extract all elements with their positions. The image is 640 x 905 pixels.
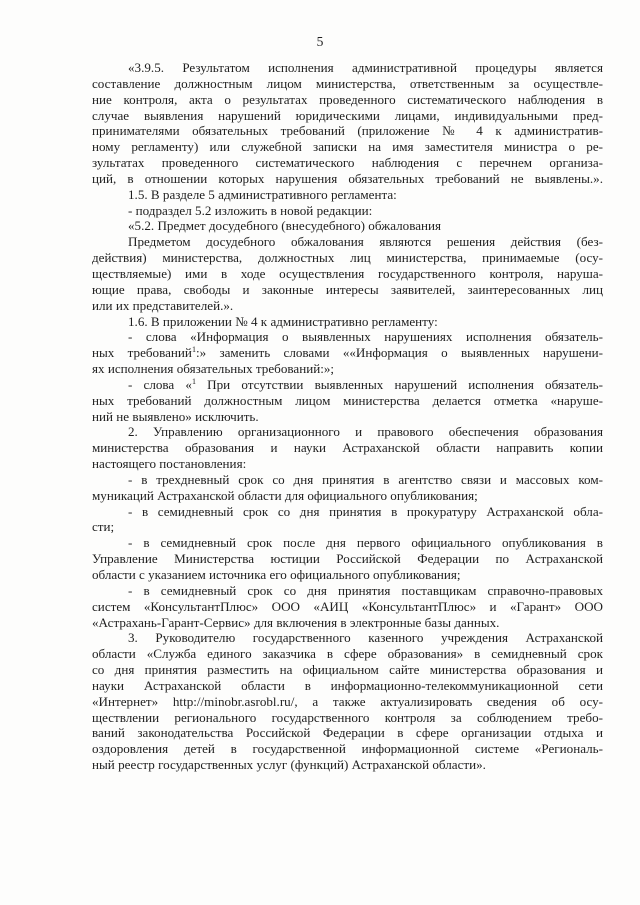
text-line: области с указанием источника его официального опубликования;: [92, 567, 461, 582]
paragraph: [92, 203, 603, 219]
paragraph: [92, 234, 603, 313]
text-line: действия) министерства, должностных лиц министерства, принимаемые (осу-: [92, 250, 603, 266]
text-run: ных требований: [92, 345, 192, 361]
paragraph: [92, 314, 603, 330]
paragraph: [92, 60, 603, 187]
paragraph: [92, 504, 603, 536]
page-number: 5: [316, 34, 324, 49]
text-line: - в семидневный срок после дня первого официального опубликования в: [128, 535, 603, 551]
text-line: принимателями обязательных требований (приложение № 4 к административ-: [92, 123, 603, 139]
text-line: со дня принятия разместить на официальном сайте министерства образования и: [92, 662, 603, 678]
text-line: ный реестр государственных услуг (функций) Астраханской области».: [92, 757, 486, 773]
text-line: «Астрахань-Гарант-Сервис» для включения в электронные базы данных.: [92, 614, 500, 630]
text-line: составление должностным лицом министерства, ответственным за осуществле-: [92, 75, 603, 91]
text-line: «Интернет» http://minobr.asrobl.ru/, а также актуализировать сведения об осу-: [92, 693, 603, 709]
text-line: [92, 345, 603, 361]
text-run: - слова «: [128, 376, 192, 392]
text-line: сти;: [92, 519, 115, 535]
text-line: - в семидневный срок со дня принятия в прокуратуру Астраханской обла-: [128, 503, 603, 519]
paragraph: [92, 535, 603, 583]
text-line: науки Астраханской области в информационно-телекоммуникационной сети: [92, 677, 603, 693]
paragraph: [92, 187, 603, 203]
text-line: ние контроля, акта о результатах проведенного систематического наблюдения в: [92, 91, 603, 107]
paragraph: [92, 377, 603, 425]
text-line: «5.2. Предмет досудебного (внесудебного) обжалования: [128, 218, 442, 234]
text-line: 2. Управлению организационного и правового обеспечения образования: [128, 424, 603, 440]
text-line: - в трехдневный срок со дня принятия в агентство связи и массовых ком-: [128, 471, 603, 487]
text-line: ях исполнения обязательных требований:»;: [92, 361, 335, 377]
text-line: области «Служба единого заказчика в сфере образования» в семидневный срок: [92, 646, 603, 662]
text-line: министерства образования и науки Астраханской области направить копии: [92, 440, 603, 456]
paragraph: [92, 472, 603, 504]
text-line: 3. Руководителю государственного казенного учреждения Астраханской: [128, 630, 603, 646]
footnote-marker: 1: [191, 376, 196, 386]
text-line: - подраздел 5.2 изложить в новой редакции:: [128, 202, 373, 218]
text-line: случае выявления нарушений юридическими лицами, индивидуальными пред-: [92, 107, 603, 123]
text-line: ному регламенту) или служебной записки на имя заместителя министра о ре-: [92, 139, 603, 155]
paragraph: [92, 218, 603, 234]
text-line: 1.6. В приложении № 4 к административно регламенту:: [128, 313, 438, 329]
text-line: Управление Министерства юстиции Российской Федерации по Астраханской: [92, 551, 603, 567]
text-line: 1.5. В разделе 5 административного регламента:: [128, 186, 397, 202]
paragraph: [92, 424, 603, 472]
paragraph: [92, 583, 603, 631]
text-line: ций, в отношении которых нарушения обязательных требований не выявлены.».: [92, 170, 603, 186]
text-line: оздоровления детей в государственной информационной системе «Региональ-: [92, 741, 603, 757]
text-line: Предметом досудебного обжалования являются решения действия (без-: [128, 234, 603, 250]
text-line: систем «КонсультантПлюс» ООО «АИЦ «КонсультантПлюс» и «Гарант» ООО: [92, 598, 603, 614]
footnote-marker: 1: [191, 345, 196, 355]
text-line: ющие права, свободы и законные интересы заявителей, заинтересованных лиц: [92, 281, 603, 297]
text-line: ний не выявлено» исключить.: [92, 408, 259, 424]
paragraph: [92, 630, 603, 773]
text-line: [92, 377, 603, 393]
text-line: ных требований должностным лицом министерства делается отметка «наруше-: [92, 392, 603, 408]
text-line: ваний законодательства Российской Федерации в сфере организации отдыха и: [92, 725, 603, 741]
text-line: ществляемые) ими в ходе осуществления государственного контроля, наруша-: [92, 265, 603, 281]
text-line: - в семидневный срок со дня принятия поставщикам справочно-правовых: [128, 582, 603, 598]
text-line: - слова «Информация о выявленных нарушениях исполнения обязатель-: [128, 329, 603, 345]
text-line: муникаций Астраханской области для официального опубликования;: [92, 487, 478, 503]
text-line: ществлении регионального государственного контроля за соблюдением требо-: [92, 709, 603, 725]
text-line: зультатах проведенного систематического наблюдения с перечнем организа-: [92, 155, 603, 171]
text-line: настоящего постановления:: [92, 456, 247, 472]
text-run: При отсутствии выявленных нарушений исполнения обязатель-: [195, 376, 604, 392]
paragraph: [92, 329, 603, 377]
text-line: или их представителей.».: [92, 297, 234, 313]
text-run: :» заменить словами ««Информация о выявленных нарушени-: [195, 345, 603, 361]
text-line: «3.9.5. Результатом исполнения административной процедуры является: [128, 60, 603, 75]
document-body: [92, 60, 603, 773]
